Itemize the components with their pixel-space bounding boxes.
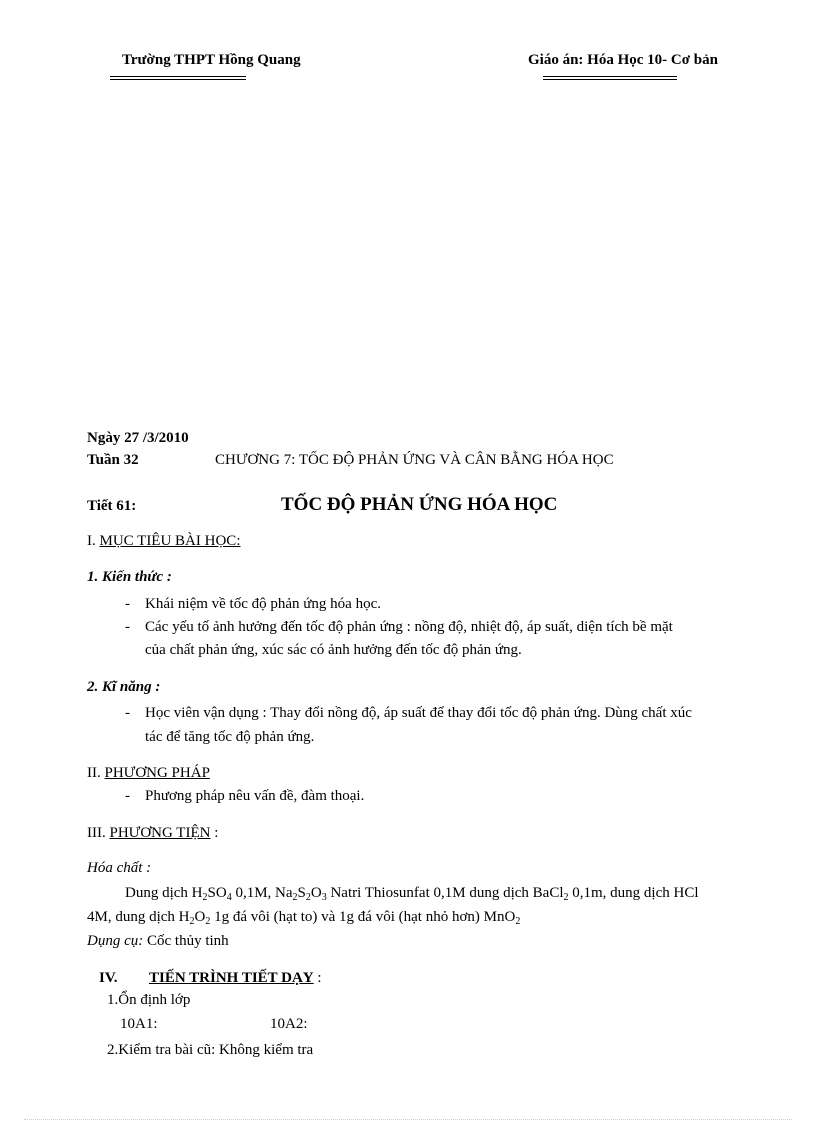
lesson-period: Tiết 61: bbox=[87, 498, 137, 514]
section-procedure-num: IV. bbox=[99, 970, 118, 986]
tools-line: Dụng cụ: Cốc thủy tinh bbox=[87, 933, 229, 949]
knowledge-label: 1. Kiến thức : bbox=[87, 569, 172, 585]
chapter-title: CHƯƠNG 7: TỐC ĐỘ PHẢN ỨNG VÀ CÂN BẰNG HÓA HỌC bbox=[215, 452, 614, 468]
lesson-week: Tuần 32 bbox=[87, 452, 139, 468]
step-class-stabilize: 1.Ổn định lớp bbox=[107, 992, 191, 1008]
knowledge-item: Các yếu tố ảnh hưởng đến tốc độ phản ứng : nồng độ, nhiệt độ, áp suất, diện tích bề mặt bbox=[145, 619, 673, 635]
bullet-dash: - bbox=[125, 788, 130, 804]
page-bottom-divider bbox=[24, 1119, 792, 1120]
school-name: Trường THPT Hồng Quang bbox=[122, 52, 301, 68]
section-procedure-heading: TIẾN TRÌNH TIẾT DẠY : bbox=[149, 970, 322, 986]
course-name: Giáo án: Hóa Học 10- Cơ bản bbox=[528, 52, 718, 68]
skill-item-cont: tác để tăng tốc độ phản ứng. bbox=[145, 729, 315, 745]
section-method-heading: II. PHƯƠNG PHÁP bbox=[87, 765, 210, 781]
class-10a2: 10A2: bbox=[270, 1016, 308, 1032]
chemicals-label: Hóa chất : bbox=[87, 860, 152, 876]
bullet-dash: - bbox=[125, 619, 130, 635]
class-10a1: 10A1: bbox=[120, 1016, 158, 1032]
step-review: 2.Kiểm tra bài cũ: Không kiểm tra bbox=[107, 1042, 314, 1058]
skill-label: 2. Kĩ năng : bbox=[87, 679, 161, 695]
knowledge-item: Khái niệm về tốc độ phản ứng hóa học. bbox=[145, 596, 381, 612]
lesson-date: Ngày 27 /3/2010 bbox=[87, 430, 189, 446]
chemicals-line-1: Dung dịch $H_2SO_4$ 0,1M, $Na_2S_2O_3$ Natri Thiosunfat 0,1M dung dịch BaCl$_2$ 0,1m, dung dịch HCl bbox=[125, 885, 699, 903]
course-underline bbox=[543, 76, 677, 80]
section-objectives-heading: I. MỤC TIÊU BÀI HỌC: bbox=[87, 533, 241, 549]
bullet-dash: - bbox=[125, 705, 130, 721]
skill-item: Học viên vận dụng : Thay đổi nồng độ, áp suất để thay đổi tốc độ phản ứng. Dùng chất xúc bbox=[145, 705, 692, 721]
method-item: Phương pháp nêu vấn đề, đàm thoại. bbox=[145, 788, 365, 804]
lesson-title: TỐC ĐỘ PHẢN ỨNG HÓA HỌC bbox=[281, 494, 558, 515]
chemicals-line-2: 4M, dung dịch $H_2O_2$ 1g đá vôi (hạt to) và 1g đá vôi (hạt nhỏ hơn) MnO$_2$ bbox=[87, 909, 521, 927]
knowledge-item-cont: của chất phản ứng, xúc sác có ảnh hưởng đến tốc độ phản ứng. bbox=[145, 642, 522, 658]
school-underline bbox=[110, 76, 246, 80]
bullet-dash: - bbox=[125, 596, 130, 612]
section-equipment-heading: III. PHƯƠNG TIỆN : bbox=[87, 825, 219, 841]
